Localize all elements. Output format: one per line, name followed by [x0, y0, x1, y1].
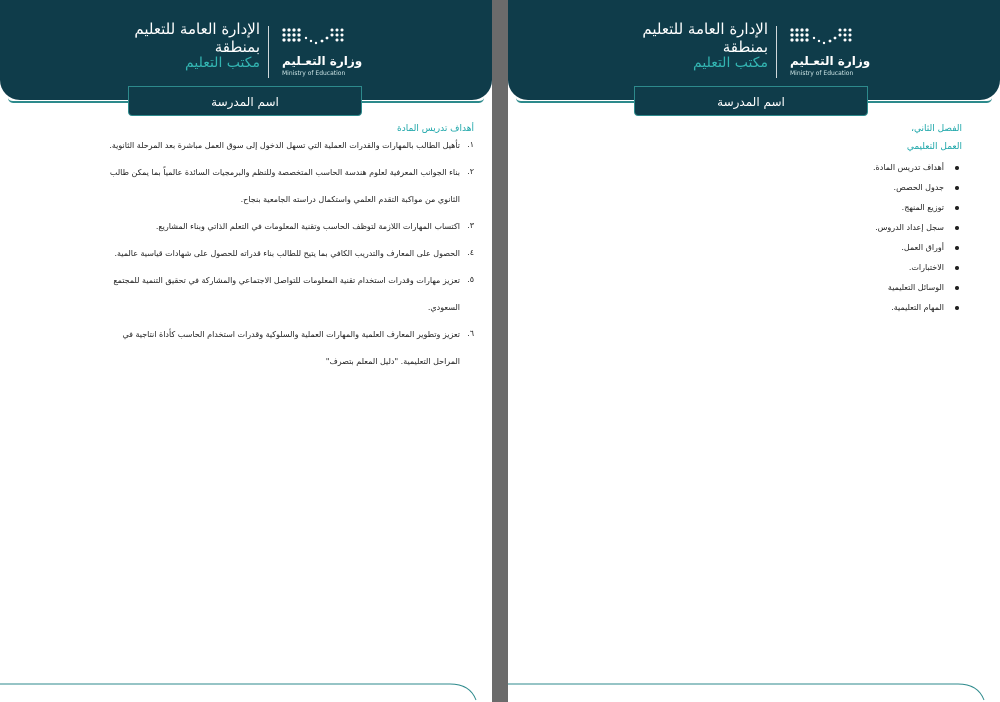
logo-arabic-text: وزارة التعـليم	[282, 54, 363, 68]
objective-item	[12, 167, 474, 221]
objectives-section	[12, 124, 474, 383]
objective-text	[122, 329, 460, 383]
bullet-item: أوراق العمل.	[662, 238, 962, 258]
objective-number: ٥.	[467, 275, 474, 284]
objective-number: ٤.	[467, 248, 474, 257]
objective-line: الثانوي من مواكبة التقدم العلمي واستكمال دراسته الجامعية بنجاح.	[240, 195, 460, 204]
footer-curve	[0, 678, 492, 702]
objective-item	[12, 275, 474, 329]
objective-number: ١.	[467, 140, 474, 149]
header-separator	[776, 26, 777, 78]
objective-text	[114, 248, 460, 275]
objective-item	[12, 248, 474, 275]
footer-curve	[508, 678, 1000, 702]
objective-text	[110, 167, 460, 221]
header-line1: الإدارة العامة للتعليم	[642, 20, 768, 38]
objective-item	[12, 329, 474, 383]
header-line3: مكتب التعليم	[185, 55, 260, 71]
document-page-left	[0, 0, 492, 702]
school-name-label: اسم المدرسة	[128, 86, 362, 116]
objective-text	[109, 140, 460, 167]
logo-english-text: Ministry of Education	[282, 70, 346, 77]
objective-number: ٢.	[467, 167, 474, 176]
work-heading: العمل التعليمي	[906, 142, 962, 152]
bullet-item: الاختبارات.	[662, 258, 962, 278]
chapter-heading: الفصل الثاني،	[911, 124, 962, 134]
page-gutter	[492, 0, 508, 702]
objective-number: ٦.	[467, 329, 474, 338]
objective-text	[113, 275, 460, 329]
objective-text	[156, 221, 460, 248]
objective-line: تعزيز وتطوير المعارف العلمية والمهارات العملية والسلوكية وقدرات استخدام الحاسب كأداة انتاجية في	[122, 330, 460, 339]
bullet-item: جدول الحصص.	[662, 178, 962, 198]
page-header	[0, 0, 492, 100]
page-header	[508, 0, 1000, 100]
logo-arabic-text: وزارة التعـليم	[790, 54, 871, 68]
contents-bullet-list	[662, 158, 962, 318]
header-line2: بمنطقة	[722, 38, 768, 56]
bullet-item: توزيع المنهج.	[662, 198, 962, 218]
school-name-label: اسم المدرسة	[634, 86, 868, 116]
bullet-item: المهام التعليمية.	[662, 298, 962, 318]
objective-item	[12, 140, 474, 167]
objective-number: ٣.	[467, 221, 474, 230]
objective-line: المراحل التعليمية. "دليل المعلم بتصرف"	[325, 357, 460, 366]
header-line1: الإدارة العامة للتعليم	[134, 20, 260, 38]
objective-line: اكتساب المهارات اللازمة لتوظف الحاسب وتقنية المعلومات في التعلم الذاتي وبناء المشاريع.	[155, 222, 460, 231]
objective-line: تأهيل الطالب بالمهارات والقدرات العملية التي تسهل الدخول إلى سوق العمل مباشرة بعد المرحلة الثانوية.	[109, 141, 460, 150]
objective-line: الحصول على المعارف والتدريب الكافي بما يتيح للطالب بناء قدراته للحصول على شهادات قياسية عالمية.	[114, 249, 460, 258]
objectives-heading: أهداف تدريس المادة	[397, 124, 474, 134]
header-separator	[268, 26, 269, 78]
document-page-right	[508, 0, 1000, 702]
chapter-section	[662, 124, 962, 318]
bullet-item: أهداف تدريس المادة.	[662, 158, 962, 178]
header-line3: مكتب التعليم	[693, 55, 768, 71]
header-line2: بمنطقة	[214, 38, 260, 56]
bullet-item: الوسائل التعليمية	[662, 278, 962, 298]
logo-english-text: Ministry of Education	[790, 70, 854, 77]
objectives-list	[12, 140, 474, 383]
objective-line: تعزيز مهارات وقدرات استخدام تقنية المعلومات للتواصل الاجتماعي والمشاركة في تحقيق التنمية للمجتمع	[113, 276, 460, 285]
objective-line: بناء الجوانب المعرفية لعلوم هندسة الحاسب المتخصصة وللنظم والبرمجيات السائدة عالمياً بما يمكن طالب	[109, 168, 460, 177]
bullet-item: سجل إعداد الدروس.	[662, 218, 962, 238]
objective-item	[12, 221, 474, 248]
objective-line: السعودي.	[427, 303, 460, 312]
